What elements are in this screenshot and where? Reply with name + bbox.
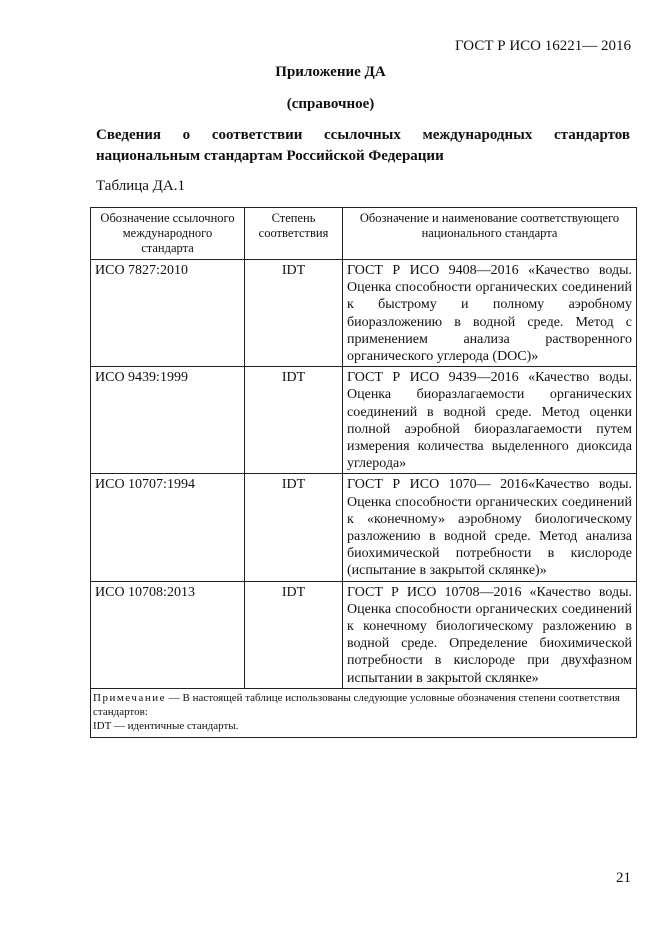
note-legend: IDT — идентичные стандарты. (93, 719, 239, 732)
appendix-subtitle: (справочное) (286, 96, 375, 112)
intl-standard-cell: ИСО 7827:2010 (91, 260, 245, 367)
degree-cell: IDT (245, 367, 343, 474)
national-standard-cell: ГОСТ Р ИСО 1070— 2016«Качество воды. Оценка способности органических соединений к «конечному» аэробному биологическому разложению в водной среде. Метод анализа биохимической потребности в кислороде (испытание в закрытой склянке)» (343, 474, 637, 581)
table-label: Таблица ДА.1 (96, 178, 185, 194)
degree-cell: IDT (245, 581, 343, 688)
degree-cell: IDT (245, 260, 343, 367)
column-header-intl: Обозначение ссылочного международного стандарта (91, 208, 245, 260)
degree-cell: IDT (245, 474, 343, 581)
page-header: ГОСТ Р ИСО 16221— 2016 (455, 38, 631, 54)
table-note-row (91, 688, 637, 737)
intl-standard-cell: ИСО 10708:2013 (91, 581, 245, 688)
note-text: — В настоящей таблице использованы следующие условные обозначения степени соответствия стандартов: (93, 691, 620, 718)
column-header-national: Обозначение и наименование соответствующего национального стандарта (343, 208, 637, 260)
national-standard-cell: ГОСТ Р ИСО 9408—2016 «Качество воды. Оценка способности органических соединений к быстрому и полному аэробному биоразложению в водной среде. Метод с применением анализа растворенного органического углерода (DOC)» (343, 260, 637, 367)
table-row (91, 581, 637, 688)
table-note (91, 688, 637, 737)
page-number: 21 (616, 870, 631, 886)
intl-standard-cell: ИСО 9439:1999 (91, 367, 245, 474)
national-standard-cell: ГОСТ Р ИСО 10708—2016 «Качество воды. Оценка способности органических соединений к конечному биологическому разложению в водной среде. Определение биохимической потребности в кислороде при двухфазном испытании в закрытой склянке» (343, 581, 637, 688)
table-row (91, 260, 637, 367)
column-header-degree: Степень соответствия (245, 208, 343, 260)
table-row (91, 474, 637, 581)
correspondence-table (90, 207, 637, 738)
table-header-row (91, 208, 637, 260)
section-heading: Сведения о соответствии ссылочных международных стандартов национальным стандартам Российской Федерации (96, 127, 630, 164)
national-standard-cell: ГОСТ Р ИСО 9439—2016 «Качество воды. Оценка биоразлагаемости органических соединений в водной среде. Метод оценки полной аэробной биоразлагаемости путем измерения количества выделенного диоксида углерода» (343, 367, 637, 474)
table-row (91, 367, 637, 474)
appendix-title: Приложение ДА (275, 64, 386, 80)
note-label: Примечание (93, 691, 166, 704)
intl-standard-cell: ИСО 10707:1994 (91, 474, 245, 581)
